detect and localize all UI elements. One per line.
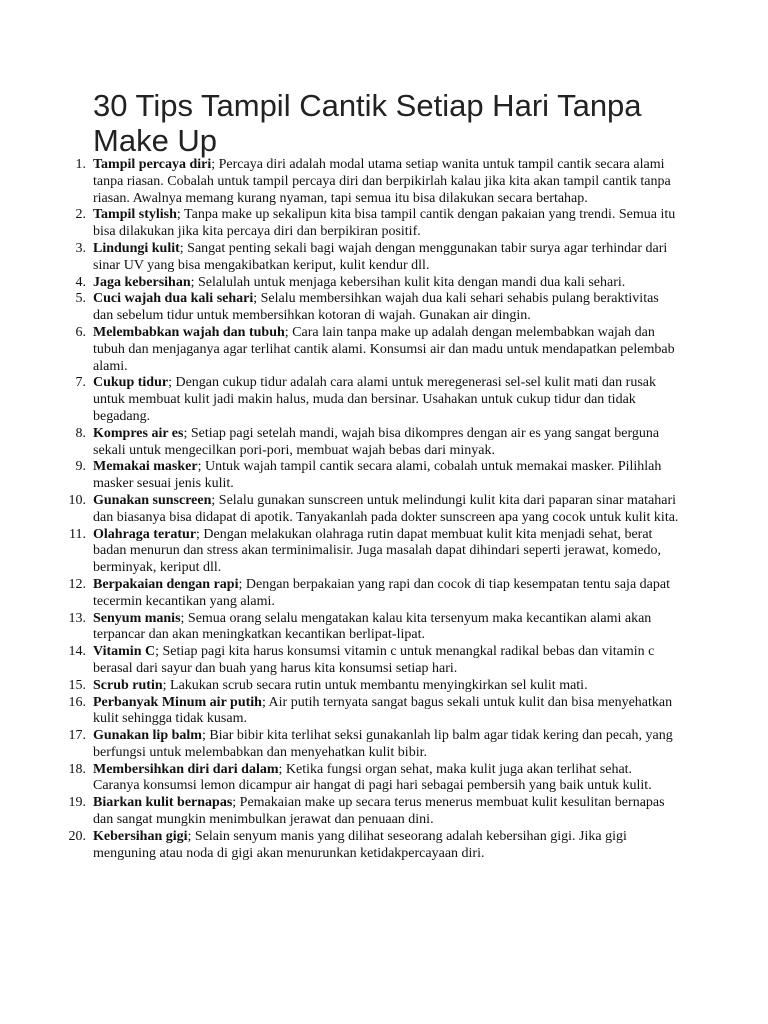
tip-item (50, 325, 680, 375)
tip-number: 11. (69, 526, 86, 542)
tip-number: 13. (68, 610, 86, 626)
tip-text: ; Sangat penting sekali bagi wajah dengan menggunakan tabir surya agar terhindar dari sinar UV yang bisa mengakibatkan keriput, kulit kendur dll. (93, 240, 668, 273)
tip-number: 18. (68, 761, 86, 777)
tip-text: ; Selain senyum manis yang dilihat seseorang adalah kebersihan gigi. Jika gigi menguning atau noda di gigi akan menurunkan ketidakpercayaan diri. (93, 828, 627, 861)
tip-name: Senyum manis (93, 610, 181, 626)
tip-number: 8. (75, 425, 86, 441)
tip-number: 6. (75, 324, 86, 340)
tip-name: Cuci wajah dua kali sehari (93, 291, 254, 307)
tip-item (50, 527, 680, 577)
tip-item (50, 611, 680, 645)
tip-item (50, 157, 680, 207)
tip-text: ; Selalulah untuk menjaga kebersihan kulit kita dengan mandi dua kali sehari. (190, 274, 626, 290)
tip-name: Olahraga teratur (93, 526, 197, 542)
tip-text: ; Ketika fungsi organ sehat, maka kulit juga akan terlihat sehat. Caranya konsumsi lemon dicampur air hangat di pagi hari sebagai pembersih yang baik untuk kulit. (93, 761, 652, 794)
tip-item (50, 695, 680, 729)
tip-text: ; Pemakaian make up secara terus menerus membuat kulit kesulitan bernapas dan sangat mungkin menimbulkan jerawat dan penuaan dini. (93, 795, 665, 828)
tip-name: Membersihkan diri dari dalam (93, 761, 279, 777)
tips-list (50, 157, 680, 862)
tip-number: 5. (75, 291, 86, 307)
tip-name: Memakai masker (93, 459, 198, 475)
tip-text: ; Lakukan scrub secara rutin untuk membantu menyingkirkan sel kulit mati. (162, 677, 588, 693)
tip-text: ; Dengan cukup tidur adalah cara alami untuk meregenerasi sel-sel kulit mati dan rusak untuk membuat kulit jadi makin halus, muda dan bersinar. Usahakan untuk cukup tidur dan tidak begadang. (93, 375, 656, 424)
tip-item (50, 795, 680, 829)
tip-name: Scrub rutin (93, 677, 163, 693)
tip-number: 10. (68, 492, 86, 508)
tip-number: 17. (68, 728, 86, 744)
tip-text: ; Setiap pagi setelah mandi, wajah bisa dikompres dengan air es yang sangat berguna sekali untuk mengecilkan pori-pori, membuat wajah bebas dari minyak. (93, 425, 660, 458)
tip-item (50, 291, 680, 325)
tip-name: Berpakaian dengan rapi (93, 576, 239, 592)
tip-text: ; Air putih ternyata sangat bagus sekali untuk kulit dan bisa menyehatkan kulit sehingga tidak kusam. (93, 694, 673, 727)
tip-item (50, 241, 680, 275)
tip-text: ; Selalu membersihkan wajah dua kali sehari sehabis pulang beraktivitas dan sebelum tidur untuk membersihkan kotoran di wajah. Gunakan air dingin. (93, 291, 659, 324)
tip-number: 1. (75, 157, 86, 172)
tip-text: ; Setiap pagi kita harus konsumsi vitamin c untuk menangkal radikal bebas dan vitamin c berasal dari sayur dan buah yang harus kita konsumsi setiap hari. (93, 644, 655, 676)
tip-text: ; Semua orang selalu mengatakan kalau kita tersenyum maka kecantikan alami akan terpancar dan akan meningkatkan kecantikan berlipat-lipat. (93, 610, 652, 643)
tip-number: 20. (68, 828, 86, 844)
tip-item (50, 375, 680, 425)
tip-name: Tampil percaya diri (93, 157, 212, 172)
tip-number: 4. (75, 274, 86, 290)
tip-name: Lindungi kulit (93, 240, 180, 256)
tip-name: Tampil stylish (93, 207, 177, 223)
tip-text: ; Biar bibir kita terlihat seksi gunakanlah lip balm agar tidak kering dan pecah, yang berfungsi untuk melembabkan dan menyehatkan kulit bibir. (93, 728, 673, 760)
tip-text: ; Dengan berpakaian yang rapi dan cocok di tiap kesempatan tentu saja dapat tecermin kecantikan yang alami. (93, 576, 670, 609)
tip-item (50, 728, 680, 762)
tip-name: Jaga kebersihan (93, 274, 191, 290)
tip-name: Gunakan sunscreen (93, 492, 212, 508)
document-title: 30 Tips Tampil Cantik Setiap Hari Tanpa Make Up (93, 88, 642, 158)
tip-text: ; Untuk wajah tampil cantik secara alami, cobalah untuk memakai masker. Pilihlah masker sesuai jenis kulit. (93, 459, 662, 492)
tip-item (50, 207, 680, 241)
tip-text: ; Tanpa make up sekalipun kita bisa tampil cantik dengan pakaian yang trendi. Semua itu bisa dilakukan jika kita percaya diri dan berpikiran positif. (93, 207, 676, 240)
tip-item (50, 644, 680, 678)
tip-text: ; Dengan melakukan olahraga rutin dapat membuat kulit kita menjadi sehat, berat badan menurun dan stress akan terminimalisir. Juga masalah dapat dihindari seperti jerawat, komedo, berminyak, keriput dll. (93, 526, 661, 576)
tip-number: 19. (68, 795, 86, 811)
tip-text: ; Selalu gunakan sunscreen untuk melindungi kulit kita dari paparan sinar matahari dan biasanya bisa didapat di apotik. Tanyakanlah pada dokter sunscreen apa yang cocok untuk kulit kita. (93, 492, 679, 525)
tip-item (50, 678, 680, 695)
tip-name: Cukup tidur (93, 375, 169, 391)
tip-name: Gunakan lip balm (93, 728, 202, 744)
tip-name: Biarkan kulit bernapas (93, 795, 233, 811)
tip-number: 7. (75, 375, 86, 391)
tip-item (50, 829, 680, 863)
tip-number: 16. (68, 694, 86, 710)
tip-item (50, 275, 680, 292)
tip-text: ; Percaya diri adalah modal utama setiap wanita untuk tampil cantik secara alami tanpa riasan. Cobalah untuk tampil percaya diri dan berpikirlah kalau jika kita akan tampil cantik tanpa riasan. Awalnya memang kurang nyaman, tapi semua itu bisa dilakukan secara bertahap. (93, 157, 671, 206)
tip-number: 15. (68, 677, 86, 693)
tip-name: Perbanyak Minum air putih (93, 694, 262, 710)
tip-item (50, 577, 680, 611)
tip-item (50, 762, 680, 796)
tip-number: 12. (68, 576, 86, 592)
tip-name: Kompres air es (93, 425, 184, 441)
tip-name: Vitamin C (93, 644, 156, 660)
tip-number: 14. (68, 644, 86, 660)
tip-item (50, 426, 680, 460)
tip-name: Kebersihan gigi (93, 828, 188, 844)
tip-text: ; Cara lain tanpa make up adalah dengan melembabkan wajah dan tubuh dan menjaganya agar terlihat cantik alami. Konsumsi air dan madu untuk mendapatkan pelembab alami. (93, 324, 675, 374)
tip-item (50, 493, 680, 527)
tip-number: 3. (75, 240, 86, 256)
tip-item (50, 459, 680, 493)
tip-number: 2. (75, 207, 86, 223)
tip-number: 9. (75, 459, 86, 475)
tip-name: Melembabkan wajah dan tubuh (93, 324, 285, 340)
